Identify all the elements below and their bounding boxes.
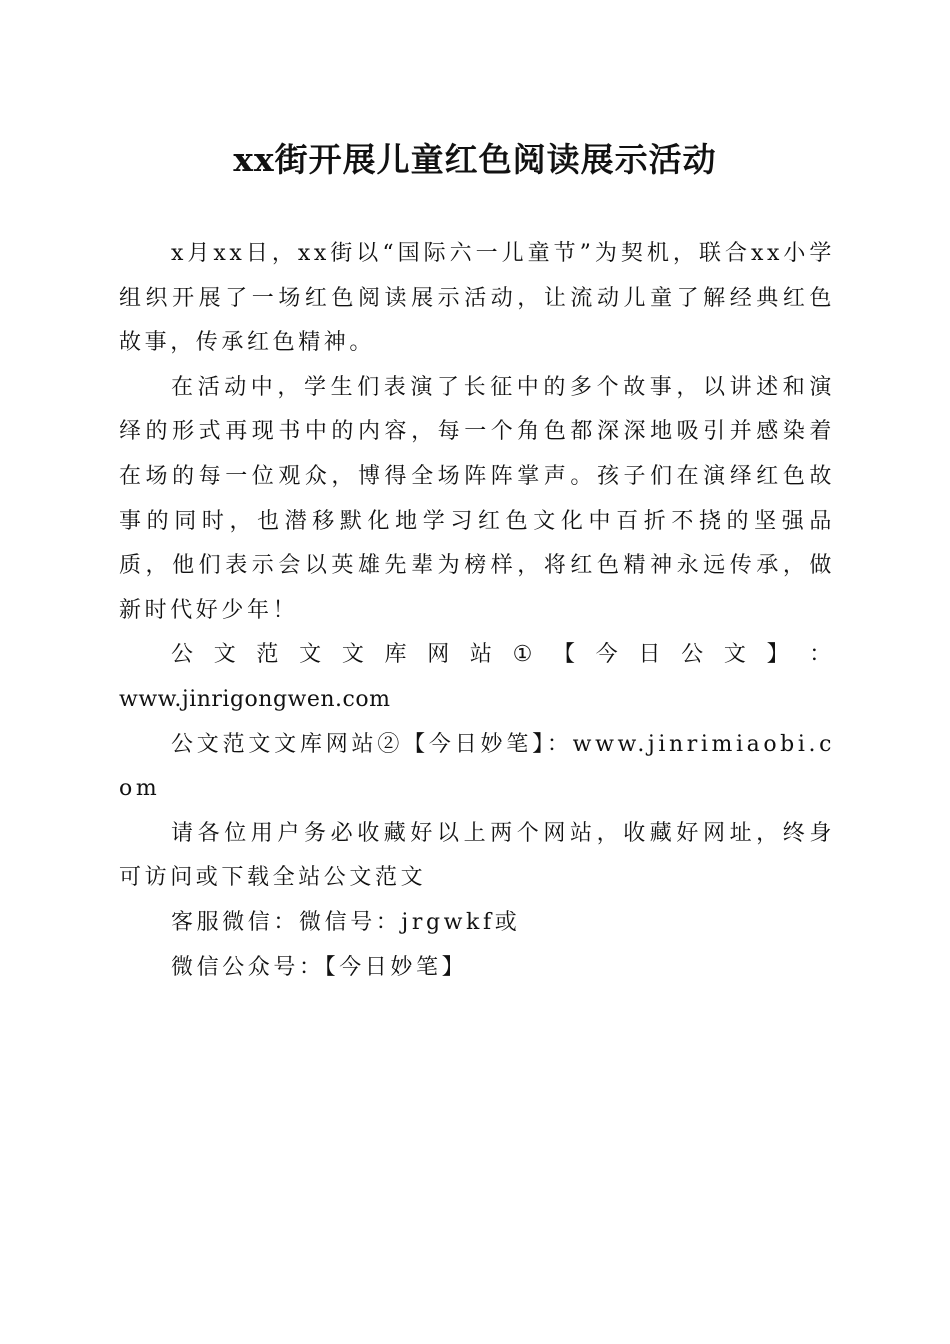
paragraph-intro: x月xx日，xx街以“国际六一儿童节”为契机，联合xx小学组织开展了一场红色阅读展示活动，让流动儿童了解经典红色故事，传承红色精神。 bbox=[119, 241, 835, 356]
site1-char: 文 bbox=[213, 642, 240, 668]
site1-block bbox=[119, 633, 835, 722]
site1-url[interactable]: www.jinrigongwen.com bbox=[119, 686, 391, 712]
site1-char: 公 bbox=[171, 642, 197, 668]
site1-char: ： bbox=[809, 642, 835, 668]
wechat-line: 客服微信：微信号：jrgwkf或 bbox=[171, 909, 521, 935]
site1-char: ① bbox=[512, 642, 536, 668]
site1-char: 网 bbox=[427, 642, 453, 668]
site1-char: 文 bbox=[299, 642, 325, 668]
site1-char: 库 bbox=[384, 642, 411, 668]
official-account-line: 微信公众号：【今日妙笔】 bbox=[171, 954, 468, 980]
notice-paragraph: 请各位用户务必收藏好以上两个网站，收藏好网址，终身可访问或下载全站公文范文 bbox=[119, 820, 835, 891]
site2-line: 公文范文文库网站②【今日妙笔】：www.jinrimiaobi.com bbox=[119, 731, 835, 802]
document-title: xx街开展儿童红色阅读展示活动 bbox=[233, 140, 717, 179]
site1-char: 今 bbox=[595, 642, 622, 668]
site1-char: 范 bbox=[256, 642, 283, 668]
site1-char: 文 bbox=[723, 642, 750, 668]
site1-label bbox=[119, 633, 835, 678]
site1-char: 日 bbox=[638, 642, 665, 668]
site1-char: 【 bbox=[553, 642, 579, 668]
site1-char: 文 bbox=[341, 642, 368, 668]
document-body bbox=[119, 232, 835, 990]
site1-char: 公 bbox=[681, 642, 707, 668]
site1-char: 站 bbox=[469, 642, 496, 668]
paragraph-activity: 在活动中，学生们表演了长征中的多个故事，以讲述和演绎的形式再现书中的内容，每一个角色都深深地吸引并感染着在场的每一位观众，博得全场阵阵掌声。孩子们在演绎红色故事的同时，也潜移默化地学习红色文化中百折不挠的坚强品质，他们表示会以英雄先辈为榜样，将红色精神永远传承，做新时代好少年！ bbox=[119, 374, 835, 623]
site1-char: 】 bbox=[766, 642, 793, 668]
